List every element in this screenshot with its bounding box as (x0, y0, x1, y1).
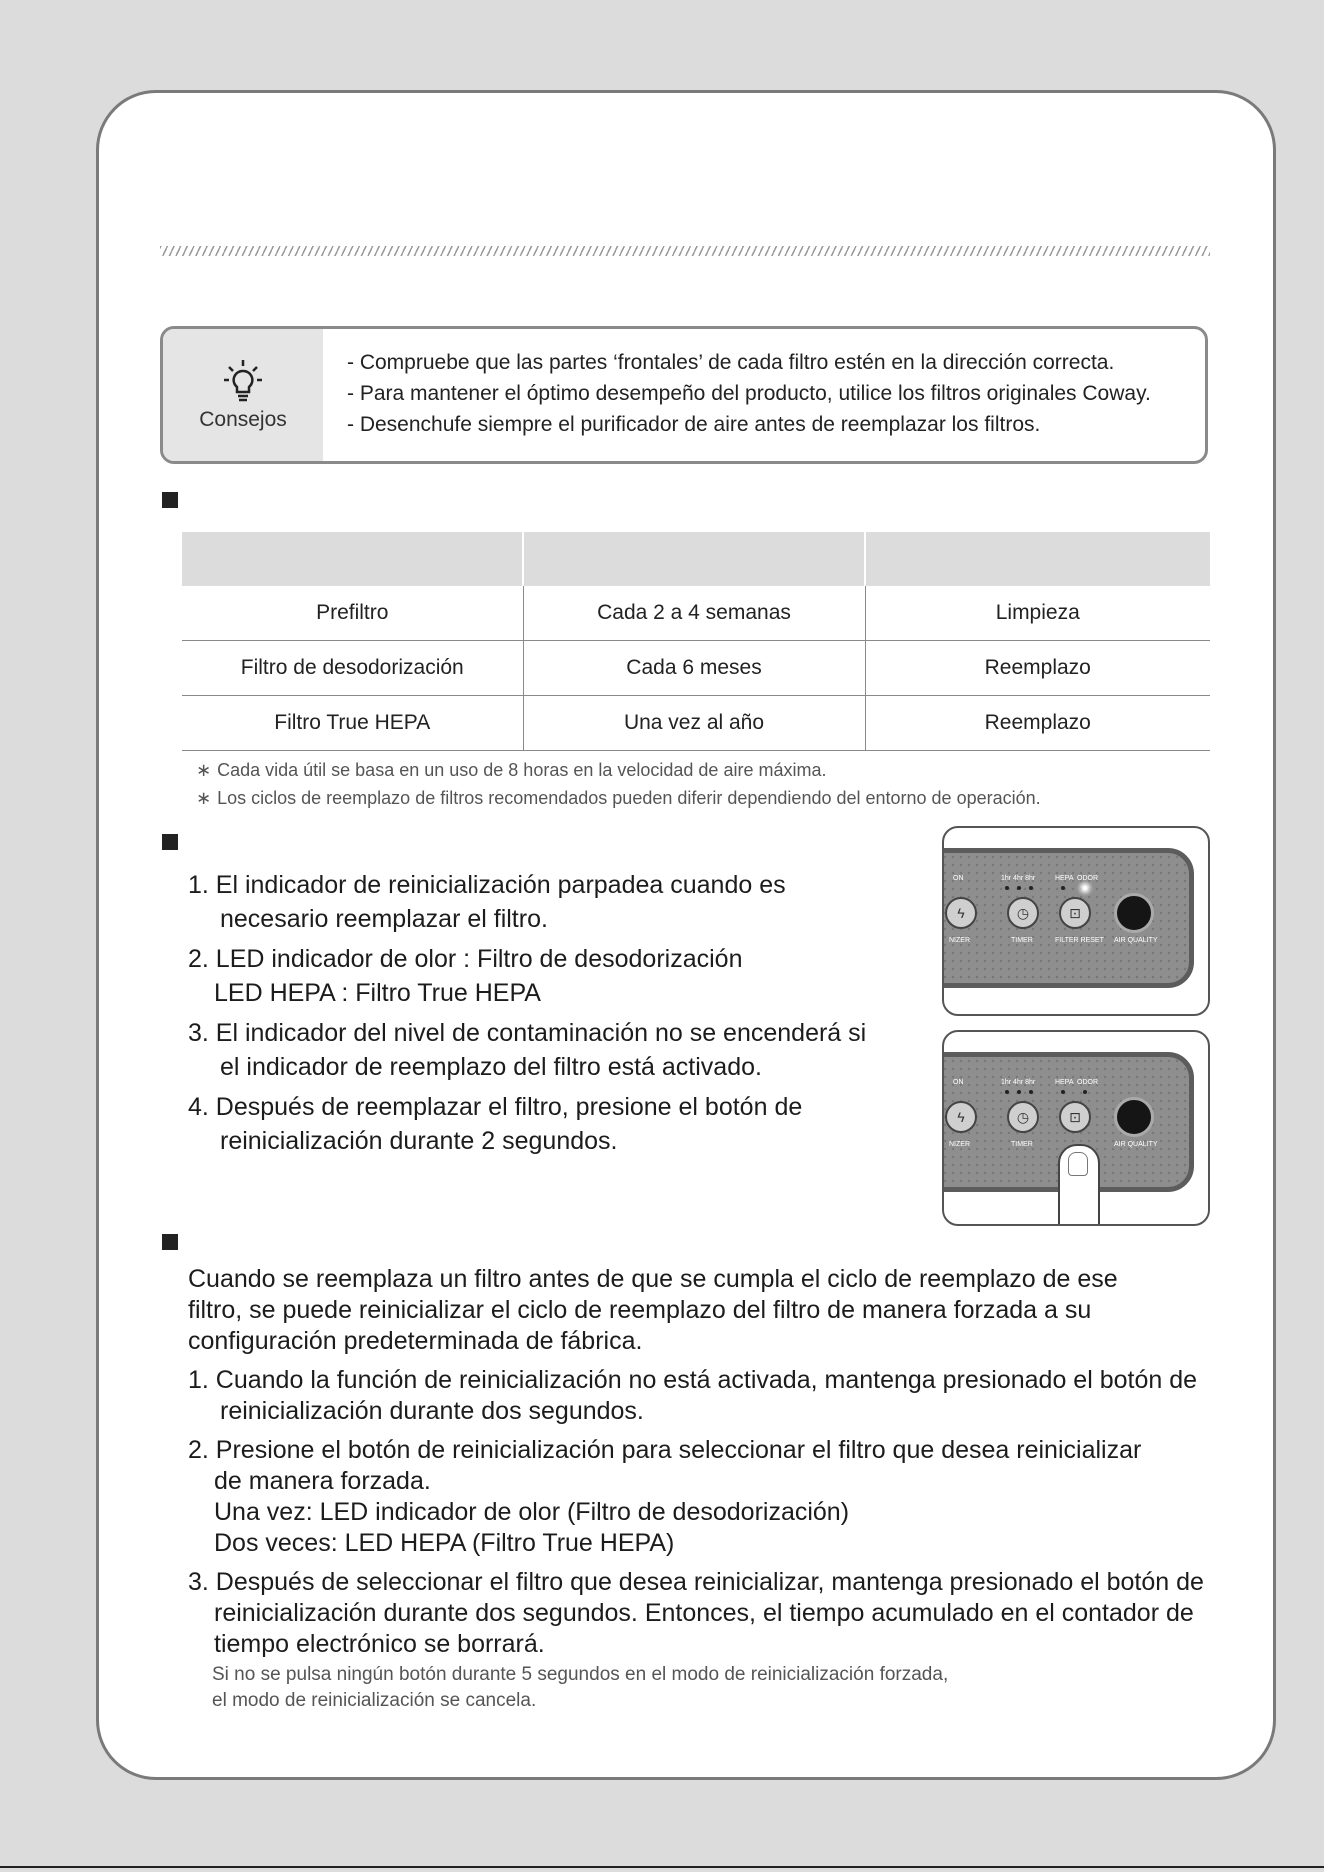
on-label: ON (953, 1079, 964, 1086)
filter-cycle-table (182, 532, 1210, 751)
ionizer-button[interactable] (945, 1101, 977, 1133)
led-dot (1017, 886, 1021, 890)
filter-reset-button[interactable] (1059, 1101, 1091, 1133)
table-header-cell (865, 532, 1210, 586)
table-row (182, 696, 1210, 751)
timer-hours-label: 1hr 4hr 8hr (1001, 875, 1036, 882)
filter-icon: ⊡ (1069, 904, 1081, 921)
lightning-icon: ϟ (957, 1109, 965, 1125)
table-note-text: Los ciclos de reemplazo de filtros recomendados pueden diferir dependiendo del entorno de operación. (217, 788, 1041, 808)
section-marker (162, 834, 178, 850)
lightbulb-icon (223, 358, 263, 404)
led-dot (1029, 886, 1033, 890)
table-cell: Limpieza (865, 586, 1210, 641)
forced-reset-section (188, 1264, 1204, 1722)
led-dot (1061, 886, 1065, 890)
finger-pressing-icon (1058, 1144, 1100, 1226)
step-text: reinicialización durante 2 segundos. (220, 1127, 618, 1155)
table-cell: Una vez al año (523, 696, 865, 751)
reset-steps (188, 868, 866, 1164)
led-dot (1083, 1090, 1087, 1094)
hepa-label: HEPA (1055, 1079, 1074, 1086)
table-header-cell (182, 532, 523, 586)
table-row (182, 641, 1210, 696)
timer-button[interactable] (1007, 897, 1039, 929)
paragraph-line: filtro, se puede reinicializar el ciclo de reemplazo del filtro de manera forzada a su (188, 1296, 1092, 1324)
step-text: 2. Presione el botón de reinicialización para seleccionar el filtro que desea reinicializar (188, 1436, 1142, 1464)
bottom-rule (0, 1866, 1324, 1868)
table-cell: Filtro True HEPA (182, 696, 523, 751)
blinking-led (1083, 886, 1087, 890)
section-marker (162, 492, 178, 508)
step-text: 2. LED indicador de olor : Filtro de desodorización (188, 945, 743, 973)
timer-hours-label: 1hr 4hr 8hr (1001, 1079, 1036, 1086)
tips-label-panel (163, 329, 323, 461)
air-quality-label: AIR QUALITY (1114, 1141, 1158, 1148)
table-cell: Reemplazo (865, 696, 1210, 751)
air-quality-label: AIR QUALITY (1114, 937, 1158, 944)
timer-label: TIMER (1011, 937, 1033, 944)
led-dot (1005, 886, 1009, 890)
step-text: reinicialización durante dos segundos. Entonces, el tiempo acumulado en el contador de (214, 1599, 1194, 1627)
step-text: Una vez: LED indicador de olor (Filtro de desodorización) (214, 1498, 850, 1526)
table-cell: Cada 2 a 4 semanas (523, 586, 865, 641)
list-item (188, 1016, 866, 1084)
list-item (188, 942, 866, 1010)
led-dot (1005, 1090, 1009, 1094)
control-panel-illustration (942, 1030, 1210, 1226)
table-note-text: Cada vida útil se basa en un uso de 8 horas en la velocidad de aire máxima. (217, 760, 827, 780)
filter-reset-button[interactable] (1059, 897, 1091, 929)
step-text: 1. Cuando la función de reinicialización no está activada, mantenga presionado el botón de (188, 1366, 1198, 1394)
paragraph-line: Cuando se reemplaza un filtro antes de que se cumpla el ciclo de reemplazo de ese (188, 1265, 1118, 1293)
step-text: de manera forzada. (214, 1467, 431, 1495)
step-text: reinicialización durante dos segundos. (220, 1397, 644, 1425)
step-text: 3. Después de seleccionar el filtro que desea reinicializar, mantenga presionado el botón de (188, 1568, 1204, 1596)
note-line: Si no se pulsa ningún botón durante 5 segundos en el modo de reinicialización forzada, (212, 1664, 949, 1685)
clock-icon: ◷ (1016, 904, 1030, 921)
led-dot (1017, 1090, 1021, 1094)
timer-button[interactable] (1007, 1101, 1039, 1133)
table-cell: Reemplazo (865, 641, 1210, 696)
table-cell: Cada 6 meses (523, 641, 865, 696)
list-item (188, 1365, 1204, 1427)
on-label: ON (953, 875, 964, 882)
table-note (196, 760, 826, 781)
led-dot (1061, 1090, 1065, 1094)
list-item (188, 1435, 1204, 1559)
note-line: el modo de reinicialización se cancela. (212, 1690, 537, 1711)
odor-label: ODOR (1077, 875, 1098, 882)
tips-label: Consejos (199, 408, 287, 431)
control-panel (942, 848, 1194, 988)
paragraph-line: configuración predeterminada de fábrica. (188, 1327, 643, 1355)
hatched-divider (160, 246, 1210, 256)
tip-line: - Para mantener el óptimo desempeño del producto, utilice los filtros originales Coway. (347, 382, 1151, 405)
table-header-cell (523, 532, 865, 586)
step-text: tiempo electrónico se borrará. (214, 1630, 545, 1658)
clock-icon: ◷ (1016, 1108, 1030, 1125)
ionizer-label: NIZER (949, 937, 970, 944)
filter-icon: ⊡ (1069, 1108, 1081, 1125)
control-panel-illustration (942, 826, 1210, 1016)
ionizer-label: NIZER (949, 1141, 970, 1148)
step-text: 4. Después de reemplazar el filtro, presione el botón de (188, 1093, 803, 1121)
tip-line: - Desenchufe siempre el purificador de aire antes de reemplazar los filtros. (347, 413, 1041, 436)
tip-line: - Compruebe que las partes ‘frontales’ de cada filtro estén en la dirección correcta. (347, 351, 1115, 374)
step-text: LED HEPA : Filtro True HEPA (214, 979, 541, 1007)
lightning-icon: ϟ (957, 905, 965, 921)
fingernail (1068, 1152, 1088, 1176)
step-text: el indicador de reemplazo del filtro está activado. (220, 1053, 762, 1081)
cancel-note (188, 1662, 1204, 1714)
timer-label: TIMER (1011, 1141, 1033, 1148)
intro-paragraph (188, 1264, 1204, 1357)
table-header-row (182, 532, 1210, 586)
asterisk-icon: ∗ (196, 788, 212, 808)
air-quality-indicator (1114, 1097, 1154, 1137)
tips-box (160, 326, 1208, 464)
hepa-label: HEPA (1055, 875, 1074, 882)
step-text: necesario reemplazar el filtro. (220, 905, 548, 933)
step-text: 1. El indicador de reinicialización parpadea cuando es (188, 871, 786, 899)
table-cell: Prefiltro (182, 586, 523, 641)
filter-reset-label: FILTER RESET (1055, 937, 1104, 944)
list-item (188, 868, 866, 936)
odor-label: ODOR (1077, 1079, 1098, 1086)
table-note (196, 788, 1041, 809)
table-row (182, 586, 1210, 641)
step-text: 3. El indicador del nivel de contaminación no se encenderá si (188, 1019, 867, 1047)
list-item (188, 1567, 1204, 1714)
step-text: Dos veces: LED HEPA (Filtro True HEPA) (214, 1529, 675, 1557)
tips-list (323, 329, 1151, 461)
ionizer-button[interactable] (945, 897, 977, 929)
asterisk-icon: ∗ (196, 760, 212, 780)
led-dot (1029, 1090, 1033, 1094)
list-item (188, 1090, 866, 1158)
air-quality-indicator (1114, 893, 1154, 933)
section-marker (162, 1234, 178, 1250)
table-cell: Filtro de desodorización (182, 641, 523, 696)
